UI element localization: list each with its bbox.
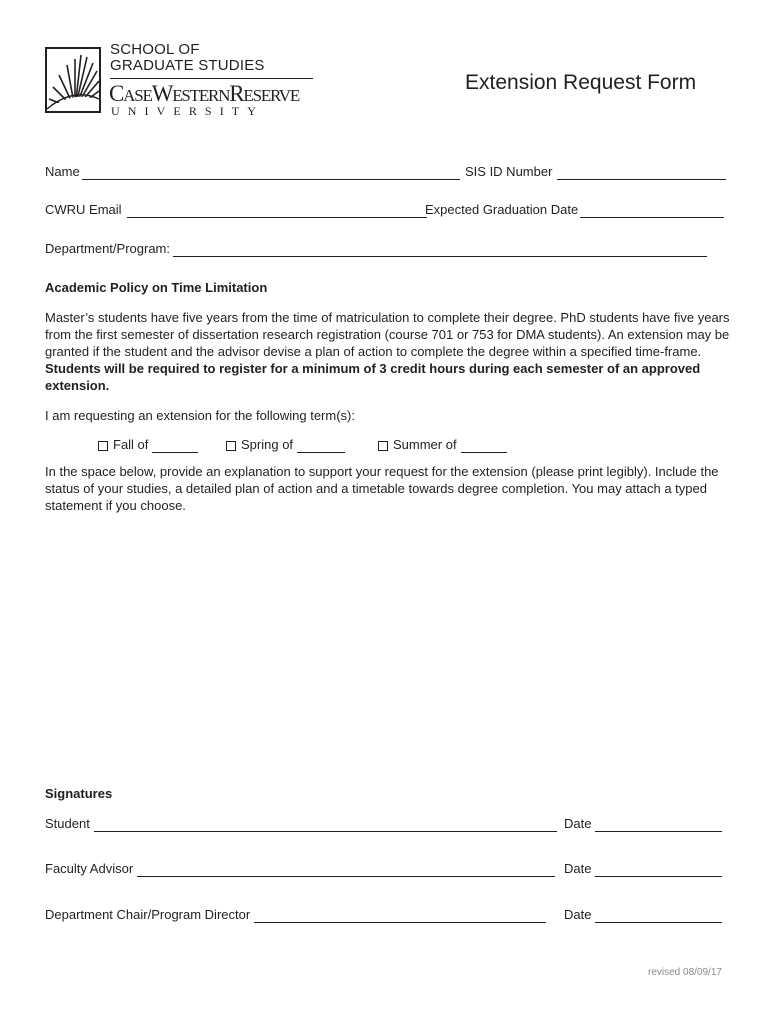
policy-text-normal: Master’s students have five years from the time of matriculation to complete their degree. PhD students have five years from the first semester of dissertation research registration (course 701 or 753 for DMA students). An extension may be granted if the student and the advisor devise a plan of action to complete the degree within a specified time-frame. (45, 310, 730, 359)
spring-label: Spring of (241, 437, 294, 452)
grad-date-label: Expected Graduation Date (425, 202, 579, 217)
term-summer (378, 437, 507, 453)
sis-id-label: SIS ID Number (465, 164, 553, 179)
student-signature-input[interactable] (94, 819, 557, 832)
student-date-input[interactable] (595, 819, 722, 832)
explanation-area[interactable] (45, 520, 725, 770)
fall-checkbox[interactable] (98, 441, 108, 451)
terms-intro: I am requesting an extension for the following term(s): (45, 408, 355, 423)
advisor-date-field (564, 861, 722, 877)
summer-checkbox[interactable] (378, 441, 388, 451)
form-title: Extension Request Form (465, 71, 697, 94)
advisor-signature-input[interactable] (137, 864, 555, 877)
fall-year-input[interactable] (152, 440, 198, 453)
school-name (110, 42, 265, 74)
chair-signature-input[interactable] (254, 910, 546, 923)
wordmark-estern: ESTERN (172, 86, 230, 105)
advisor-label: Faculty Advisor (45, 861, 134, 876)
sunburst-icon (47, 49, 99, 111)
school-line-1: SCHOOL OF (110, 41, 200, 58)
chair-date-input[interactable] (595, 910, 722, 923)
summer-year-input[interactable] (461, 440, 507, 453)
department-label: Department/Program: (45, 241, 170, 256)
signatures-heading: Signatures (45, 786, 113, 801)
department-field (45, 241, 707, 257)
university-logo (45, 47, 101, 113)
wordmark-letter-r: R (229, 81, 244, 106)
term-fall (98, 437, 198, 453)
sis-id-input[interactable] (557, 167, 726, 180)
name-label: Name (45, 164, 80, 179)
summer-label: Summer of (393, 437, 457, 452)
email-field (45, 202, 427, 218)
school-line-2: GRADUATE STUDIES (110, 57, 265, 74)
grad-date-input[interactable] (580, 205, 724, 218)
student-date-label: Date (564, 816, 592, 831)
revision-date: revised 08/09/17 (648, 967, 722, 978)
policy-heading: Academic Policy on Time Limitation (45, 280, 268, 295)
sis-id-field (465, 164, 726, 180)
advisor-date-input[interactable] (595, 864, 722, 877)
email-label: CWRU Email (45, 202, 122, 217)
chair-signature-field (45, 907, 546, 923)
chair-label: Department Chair/Program Director (45, 907, 251, 922)
fall-label: Fall of (113, 437, 149, 452)
name-field (45, 164, 460, 180)
wordmark-eserve: ESERVE (243, 86, 300, 105)
wordmark-letter-c: C (109, 81, 124, 106)
student-date-field (564, 816, 722, 832)
policy-text (45, 309, 730, 394)
header-divider (110, 78, 313, 79)
term-spring (226, 437, 345, 453)
advisor-signature-field (45, 861, 555, 877)
department-input[interactable] (173, 244, 707, 257)
wordmark-ase: ASE (123, 86, 152, 105)
email-input[interactable] (127, 205, 427, 218)
policy-text-bold: Students will be required to register for a minimum of 3 credit hours during each semester of an approved extension. (45, 361, 701, 393)
student-signature-field (45, 816, 557, 832)
name-input[interactable] (82, 167, 460, 180)
spring-checkbox[interactable] (226, 441, 236, 451)
chair-date-field (564, 907, 722, 923)
grad-date-field (425, 202, 724, 218)
explanation-instructions: In the space below, provide an explanation to support your request for the extension (please print legibly). Include the status of your studies, a detailed plan of action and a timetable towards degree completion. You may attach a typed statement if you choose. (45, 464, 719, 513)
spring-year-input[interactable] (297, 440, 345, 453)
student-label: Student (45, 816, 90, 831)
advisor-date-label: Date (564, 861, 592, 876)
wordmark-letter-w: W (151, 81, 173, 106)
university-word: UNIVERSITY (111, 104, 264, 118)
chair-date-label: Date (564, 907, 592, 922)
